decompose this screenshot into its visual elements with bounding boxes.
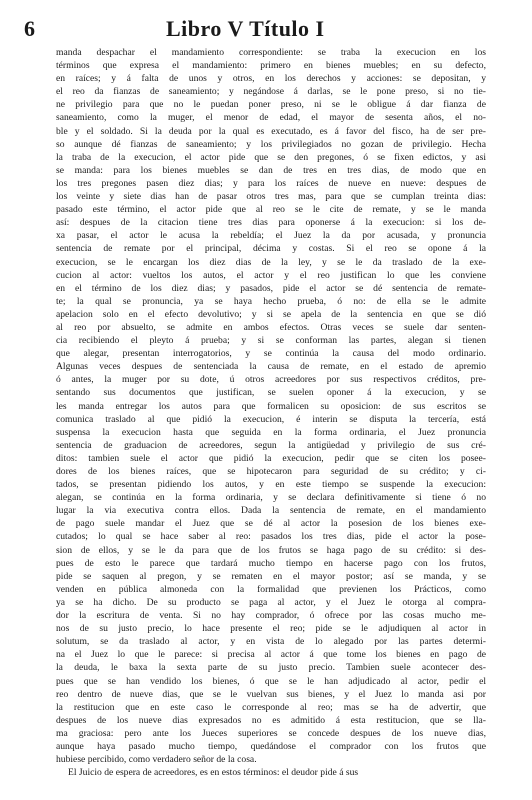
text-line: les manda entregar los autos para que formalicen su oposicion: de sus escritos se: [56, 400, 486, 412]
text-line: te; la qual se pronuncia, ya se haya hecho prueba, ó no: de ella se le admite: [56, 295, 486, 307]
text-line: comunica traslado al que pidió la execucion, é interin se disputa la tercería, está: [56, 413, 486, 425]
page-number: 6: [24, 16, 35, 41]
text-line: ditos: tambien suele el actor que pidió la execucion, pedir que se citen los posee-: [56, 452, 486, 464]
text-line: la traba de la execucion, el actor pide que se den pregones, ó se fixen edictos, y asi: [56, 151, 486, 163]
text-line: lugar la via executiva contra ellos. Dada la sentencia de remate, en el mandamiento: [56, 505, 486, 517]
text-line: so aunque dé fianzas de saneamiento; y los privilegiados no gozan de privilegio. Hecha: [56, 138, 486, 150]
page-header: [24, 16, 486, 42]
text-line: solutum, se da traslado al actor, y en vista de lo alegado por las partes determi-: [56, 636, 486, 648]
text-line: execucion, se le encargan los diez dias de la ley, y se le da traslado de la exe-: [56, 256, 486, 268]
text-line: se manda: para los bienes muebles se dan de tres en tres dias, de modo que en: [56, 164, 486, 176]
text-line: ma graciosa: pero ante los Jueces superiores se concede despues de los nueve dias,: [56, 727, 486, 739]
running-head: Libro V Título I: [166, 16, 325, 41]
text-line: dores de los bienes raíces, que se hipotecaron para seguridad de su crédito; y ci-: [56, 466, 486, 477]
text-line: na el Juez lo que le parece: si precisa al actor á que tome los bienes en pago de: [56, 649, 486, 661]
text-line: reo dentro de nueve dias, que se le vuelvan sus bienes, y el Juez lo manda asi por: [56, 688, 486, 700]
text-line: los tres pregones pasen diez dias; y para los raíces de nueve en nueve: despues de: [56, 177, 486, 189]
text-line: Algunas veces despues de sentenciada la causa de remate, en el estado de apremio: [56, 361, 486, 373]
final-paragraph-line: El Juicio de espera de acreedores, es en estos términos: el deudor pide á sus: [68, 767, 359, 779]
text-line: nos de su justo precio, lo hace presente el reo; pide se le adjudiquen al actor in: [56, 623, 486, 635]
text-line: saneamiento, como la muger, el menor de edad, el mayor de sesenta años, el no-: [56, 112, 486, 124]
text-line: ó antes, la muger por su dote, ú otros acreedores por sus respectivos créditos, pre-: [56, 374, 486, 386]
text-line: aunque haya pasado mucho tiempo, quedándose el comprador con los frutos que: [56, 740, 486, 752]
text-line: así: despues de la citacion tiene tres dias para oponerse á la execucion: si los de-: [56, 217, 486, 229]
text-line: la deuda, le baxa la sexta parte de su justo precio. Tambien suele acontecer des-: [56, 662, 486, 674]
body-text: [56, 46, 486, 766]
book-page: [24, 16, 486, 779]
text-line: sentando sus documentos que justifican, se suelen oponer á la execucion, y se: [56, 387, 486, 399]
text-line: los veinte y siete dias han de pasar otros tres mas, para que se cumplan treinta dias:: [56, 191, 486, 203]
text-line: sion de ellos, y se le da para que de los frutos se haga pago de su crédito: si des-: [56, 544, 486, 556]
text-line: cia recibiendo el pleyto á prueba; y si se conforman las partes, alegan si tienen: [56, 335, 486, 347]
text-line: xa pasar, el actor le acusa la rebeldía; el Juez la da por acusada, y pronuncia: [56, 230, 486, 242]
text-line: pues de esto le parece que tardará mucho tiempo en hacerse pago con los frutos,: [56, 557, 486, 569]
text-line: cutados; lo qual se hace saber al reo: pasados los tres dias, pide el actor la pose-: [56, 531, 486, 543]
text-line: despues de los nueve dias expresados no es admitido á esta restitucion, que se lla-: [56, 714, 486, 726]
text-line: que alegar, presentan interrogatorios, y se continúa la causa del modo ordinario.: [56, 348, 486, 360]
text-line: ble y el soldado. Si la deuda por la qual es executado, es á favor del fisco, ha de ser pre-: [56, 125, 486, 137]
text-line: pasado este término, el actor pide que al reo se le cite de remate, y se le manda: [56, 204, 486, 216]
text-line: sentencia de remate por el principal, décima y costas. Si el reo se opone á la: [56, 243, 486, 255]
text-line: manda despachar el mandamiento correspondiente: se traba la execucion en los: [56, 47, 486, 58]
text-line: pues que se han vendido los bienes, ó que se le han adjudicado al actor, pedir el: [56, 675, 486, 687]
text-line: tados, se presentan pidiendo los autos, y en este tiempo se suspende la execucion:: [56, 479, 486, 491]
text-line: apelacion solo en el efecto devolutivo; y si se apela de la sentencia en que se dió: [56, 308, 486, 320]
text-line: la restitucion que en este caso le corresponde al reo; mas se ha de advertir, que: [56, 701, 486, 713]
text-line: venden en pública almoneda con la formalidad que previenen los Prácticos, como: [56, 583, 486, 595]
text-line: términos que expresa el mandamiento: primero en bienes muebles; en su defecto,: [56, 60, 486, 72]
text-line: suspensa la execucion hasta que seguida en la forma ordinaria, el Juez pronuncia: [56, 426, 486, 438]
text-line: sentencia de graduacion de acreedores, segun la antigüedad y privilegio de sus cré-: [56, 439, 486, 451]
text-line: de pago suele mandar el Juez que se dé al actor la posesion de los bienes exe-: [56, 518, 486, 530]
text-line: ne privilegio para que no le puedan poner preso, ni se le obligue á dar fianza de: [56, 99, 486, 111]
text-line: en el término de los diez dias; y pasados, pide el actor se dé sentencia de remate-: [56, 282, 486, 294]
text-line: dor la escritura de venta. Si no hay comprador, ó ofrece por las cosas mucho me-: [56, 610, 486, 622]
text-line: alegan, se continúa en la forma ordinaria, y se declara definitivamente si tiene ó no: [56, 492, 486, 504]
text-line: al reo por absuelto, se admite en ambos efectos. Otras veces se suele dar senten-: [56, 321, 486, 333]
text-line: pide se saquen al pregon, y se rematen en el mayor postor; así se manda, y se: [56, 570, 486, 582]
text-line: cucion al actor: vueltos los autos, el actor y el reo justifican lo que les conviene: [56, 269, 486, 281]
text-line: el reo da fianzas de saneamiento; y negándose á darlas, se le pone preso, si no tie-: [56, 86, 486, 98]
text-line: hubiese percibido, como verdadero señor de la cosa.: [56, 754, 257, 766]
text-line: en raíces; y á falta de unos y otros, en los derechos y acciones: se depositan, y: [56, 73, 486, 85]
text-line: ya se ha dicho. De su producto se paga al actor, y el Juez le otorga al compra-: [56, 596, 486, 608]
